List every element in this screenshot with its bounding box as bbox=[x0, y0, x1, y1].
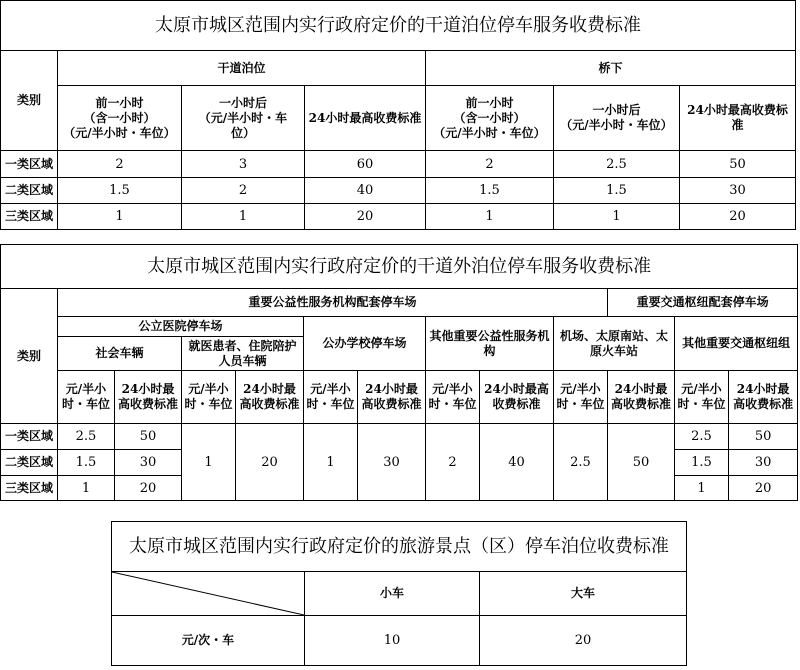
table1-subheader-bridge-first-hour: 前一小时 （含一小时） （元/半小时・车位） bbox=[426, 86, 554, 151]
arterial-parking-fee-table bbox=[0, 0, 796, 230]
table-cell: 1 bbox=[182, 424, 236, 501]
table1-title: 太原市城区范围内实行政府定价的干道泊位停车服务收费标准 bbox=[1, 1, 796, 51]
table1-subheader-first-hour: 前一小时 （含一小时） （元/半小时・车位） bbox=[58, 86, 182, 151]
table-cell: 1 bbox=[554, 204, 680, 230]
table2-group-public-service: 重要公益性服务机构配套停车场 bbox=[58, 289, 608, 317]
table-cell: 50 bbox=[680, 151, 796, 178]
large-car-fee: 20 bbox=[480, 616, 687, 666]
table-cell: 1 bbox=[58, 476, 115, 501]
table-cell: 2 bbox=[58, 151, 182, 178]
table-cell: 60 bbox=[305, 151, 426, 178]
patients-vehicles-header: 就医患者、住院陪护人员车辆 bbox=[182, 337, 304, 371]
zone-label: 三类区域 bbox=[1, 476, 58, 501]
table1-category-header: 类别 bbox=[1, 51, 58, 151]
table-cell: 1 bbox=[304, 424, 358, 501]
table-cell: 30 bbox=[729, 450, 798, 476]
zone-label: 二类区域 bbox=[1, 450, 58, 476]
table1-subheader-after-hour: 一小时后 （元/半小时・车 位） bbox=[182, 86, 305, 151]
table1-subheader-bridge-max: 24小时最高收费标 准 bbox=[680, 86, 796, 151]
small-car-fee: 10 bbox=[305, 616, 480, 666]
table2-category-header: 类别 bbox=[1, 289, 58, 424]
max-fee-header: 24小时最高收费标准 bbox=[115, 371, 182, 424]
table3-title: 太原市城区范围内实行政府定价的旅游景点（区）停车泊位收费标准 bbox=[112, 522, 687, 572]
table-cell: 50 bbox=[608, 424, 675, 501]
table-cell: 2.5 bbox=[58, 424, 115, 450]
table-cell: 20 bbox=[236, 424, 304, 501]
unit-header: 元/半小时・车位 bbox=[554, 371, 608, 424]
table-cell: 40 bbox=[480, 424, 554, 501]
unit-header: 元/半小时・车位 bbox=[58, 371, 115, 424]
off-arterial-parking-fee-table bbox=[0, 244, 798, 501]
table-cell: 20 bbox=[680, 204, 796, 230]
small-car-header: 小车 bbox=[305, 572, 480, 616]
table-cell: 20 bbox=[729, 476, 798, 501]
other-transport-hub-header: 其他重要交通枢纽组 bbox=[675, 317, 798, 371]
table-cell: 1.5 bbox=[426, 178, 554, 204]
table-cell: 1 bbox=[426, 204, 554, 230]
table-cell: 1.5 bbox=[554, 178, 680, 204]
unit-label: 元/次・车 bbox=[112, 616, 305, 666]
table1-subheader-bridge-after-hour: 一小时后 （元/半小时・车位） bbox=[554, 86, 680, 151]
max-fee-header: 24小时最高收费标准 bbox=[358, 371, 426, 424]
max-fee-header: 24小时最高收费标准 bbox=[608, 371, 675, 424]
table-cell: 1.5 bbox=[58, 178, 182, 204]
table-row bbox=[1, 424, 798, 450]
table-cell: 2 bbox=[182, 178, 305, 204]
table-cell: 2.5 bbox=[554, 151, 680, 178]
table-cell: 50 bbox=[115, 424, 182, 450]
table-cell: 2.5 bbox=[675, 424, 729, 450]
zone-label: 一类区域 bbox=[1, 151, 58, 178]
table-cell: 1.5 bbox=[58, 450, 115, 476]
table-cell: 50 bbox=[729, 424, 798, 450]
zone-label: 二类区域 bbox=[1, 178, 58, 204]
table-cell: 30 bbox=[115, 450, 182, 476]
table-cell: 1 bbox=[58, 204, 182, 230]
table-cell: 2 bbox=[426, 424, 480, 501]
table-row bbox=[112, 616, 687, 666]
zone-label: 三类区域 bbox=[1, 204, 58, 230]
table-row bbox=[1, 204, 796, 230]
table-cell: 20 bbox=[115, 476, 182, 501]
table-row bbox=[1, 151, 796, 178]
table-cell: 30 bbox=[680, 178, 796, 204]
other-public-service-header: 其他重要公益性服务机构 bbox=[426, 317, 554, 371]
social-vehicles-header: 社会车辆 bbox=[58, 337, 182, 371]
max-fee-header: 24小时最高收费标准 bbox=[236, 371, 304, 424]
max-fee-header: 24小时最高收费标准 bbox=[729, 371, 798, 424]
diagonal-header-cell bbox=[112, 572, 305, 616]
table-cell: 1 bbox=[675, 476, 729, 501]
table-cell: 30 bbox=[358, 424, 426, 501]
table-cell: 40 bbox=[305, 178, 426, 204]
unit-header: 元/半小时・车位 bbox=[304, 371, 358, 424]
unit-header: 元/半小时・车位 bbox=[675, 371, 729, 424]
table-cell: 1.5 bbox=[675, 450, 729, 476]
table2-group-transport-hub: 重要交通枢纽配套停车场 bbox=[608, 289, 798, 317]
table1-group-under-bridge: 桥下 bbox=[426, 51, 796, 86]
zone-label: 一类区域 bbox=[1, 424, 58, 450]
tourist-site-parking-fee-table bbox=[111, 521, 687, 666]
table-cell: 20 bbox=[305, 204, 426, 230]
unit-header: 元/半小时・车位 bbox=[182, 371, 236, 424]
hospital-parking-header: 公立医院停车场 bbox=[58, 317, 304, 337]
table-row bbox=[1, 178, 796, 204]
unit-header: 元/半小时・车位 bbox=[426, 371, 480, 424]
table-cell: 3 bbox=[182, 151, 305, 178]
max-fee-header: 24小时最高收费标准 bbox=[480, 371, 554, 424]
large-car-header: 大车 bbox=[480, 572, 687, 616]
school-parking-header: 公办学校停车场 bbox=[304, 317, 426, 371]
table-cell: 2.5 bbox=[554, 424, 608, 501]
table1-subheader-max: 24小时最高收费标准 bbox=[305, 86, 426, 151]
table2-title: 太原市城区范围内实行政府定价的干道外泊位停车服务收费标准 bbox=[1, 245, 798, 289]
table1-group-arterial: 干道泊位 bbox=[58, 51, 426, 86]
stations-header: 机场、太原南站、太原火车站 bbox=[554, 317, 675, 371]
table-cell: 2 bbox=[426, 151, 554, 178]
table-cell: 1 bbox=[182, 204, 305, 230]
diagonal-line bbox=[112, 572, 304, 615]
